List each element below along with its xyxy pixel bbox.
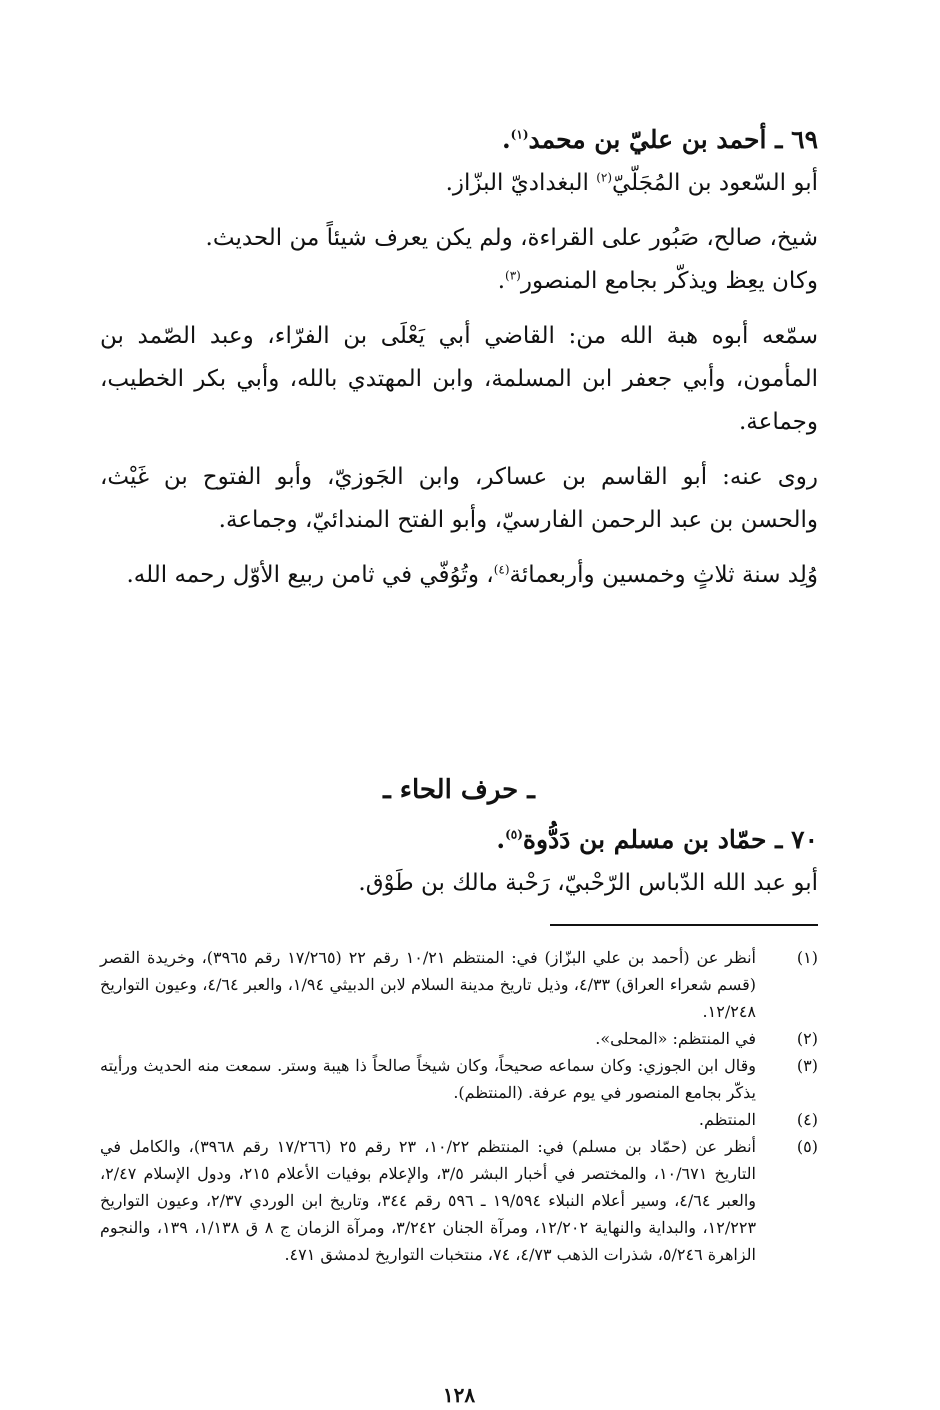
footnote-text: أنظر عن (حمّاد بن مسلم) في: المنتظم ١٠/٢٢، ٢٣ رقم ٢٥ (١٧/٢٦٦ رقم ٣٩٦٨)، والكامل في التاريخ ١٠/٦٧١، والمختصر في أخبار البشر ٣/٥، والإعلام بوفيات الأعلام ٢١٥، ودول الإسلام ٢/٤٧، والعبر ٤/٦٤، وسير أعلام النبلاء ١٩/٥٩٤ ـ ٥٩٦ رقم ٣٤٤، وتاريخ ابن الوردي ٢/٣٧، وعيون التواريخ ١٢/٢٢٣، والبداية والنهاية ١٢/٢٠٢، ومرآة الجنان ٣/٢٤٢، ومرآة الزمان ج ٨ ق ١/١٣٨، ١٣٩، والنجوم الزاهرة ٥/٢٤٦، شذرات الذهب ٤/٧٣، ٧٤، منتخبات التواريخ لدمشق ٤٧١. <box>100 1137 757 1264</box>
death-text: ، وتُوُفّي في ثامن ربيع الأوّل رحمه الله. <box>126 562 494 588</box>
footnote-number: (٤) <box>796 1110 818 1129</box>
section-title: ـ حرف الحاء ـ <box>383 775 535 805</box>
footnote-number: (٢) <box>796 1029 818 1048</box>
entry-heading-text: ٧٠ ـ حمّاد بن مسلم بن دَدُّوة <box>522 825 818 854</box>
footnote-text: المنتظم. <box>698 1110 756 1129</box>
footnotes <box>100 944 818 1268</box>
footnote-ref: (١) <box>510 127 529 142</box>
footnote-number: (٥) <box>796 1137 818 1156</box>
footnote <box>100 1052 818 1106</box>
book-page <box>100 118 818 1407</box>
entry-heading <box>100 818 818 862</box>
entry-kunya: أبو عبد الله الدّباس الرّحْبيّ، رَحْبة مالك بن طَوْق. <box>358 870 818 896</box>
entry-heading <box>100 118 818 162</box>
entry-70 <box>100 818 818 905</box>
narrated-paragraph: روى عنه: أبو القاسم بن عساكر، وابن الجَوزيّ، وأبو الفتوح بن غَيْث، والحسن بن عبد الرحمن الفارسيّ، وأبو الفتح المندائيّ، وجماعة. <box>100 464 818 533</box>
kunya-text-end: البغداديّ البزّاز. <box>445 170 597 196</box>
footnote-text: أنظر عن (أحمد بن علي البزّاز) في: المنتظم ١٠/٢١ رقم ٢٢ (١٧/٢٦٥ رقم ٣٩٦٥)، وخريدة القصر (قسم شعراء العراق) ٤/٣٣، وذيل تاريخ مدينة السلام لابن الدبيثي ١/٩٤، والعبر ٤/٦٤، وعيون التواريخ ١٢/٢٤٨. <box>100 948 756 1021</box>
page-number: ١٢٨ <box>442 1383 476 1407</box>
footnote-ref: (٣) <box>505 268 521 283</box>
heading-end: . <box>501 125 511 154</box>
footnote-number: (١) <box>796 948 818 967</box>
footnote-divider <box>550 924 818 926</box>
footnote-text: وقال ابن الجوزي: وكان سماعه صحيحاً، وكان شيخاً صالحاً ذا هيبة وستر. سمعت منه الحديث ورأيته يذكّر بجامع المنصور في يوم عرفة. (المنتظم). <box>100 1056 756 1102</box>
description-line: شيخ، صالح، صَبُور على القراءة، ولم يكن يعرف شيئاً من الحديث. <box>205 225 818 251</box>
footnote <box>100 944 818 1025</box>
description-line: وكان يعِظ ويذكّر بجامع المنصور <box>520 268 818 294</box>
heard-from-paragraph: سمّعه أبوه هبة الله من: القاضي أبي يَعْلَى بن الفرّاء، وعبد الصّمد بن المأمون، وأبي جعفر ابن المسلمة، وابن المهتدي بالله، وأبي بكر الخطيب، وجماعة. <box>100 323 818 435</box>
entry-heading-text: ٦٩ ـ أحمد بن عليّ بن محمد <box>528 125 818 154</box>
description-end: . <box>497 268 506 294</box>
description-paragraph <box>100 217 818 303</box>
heading-end: . <box>496 825 506 854</box>
footnote <box>100 1133 818 1268</box>
footnote-ref: (٤) <box>493 562 510 577</box>
entry-kunya <box>100 162 818 205</box>
footnote-ref: (٢) <box>596 170 613 185</box>
footnote-number: (٣) <box>796 1056 818 1075</box>
birth-text: وُلِد سنة ثلاثٍ وخمسين وأربعمائة <box>509 562 818 588</box>
footnote <box>100 1025 818 1052</box>
footnote <box>100 1106 818 1133</box>
entry-69 <box>100 118 818 597</box>
footnote-ref: (٥) <box>505 827 523 842</box>
footnote-text: في المنتظم: «المحلى». <box>595 1029 756 1048</box>
kunya-text: أبو السّعود بن المُجَلّيّ <box>612 170 818 196</box>
birth-death-paragraph <box>100 554 818 597</box>
